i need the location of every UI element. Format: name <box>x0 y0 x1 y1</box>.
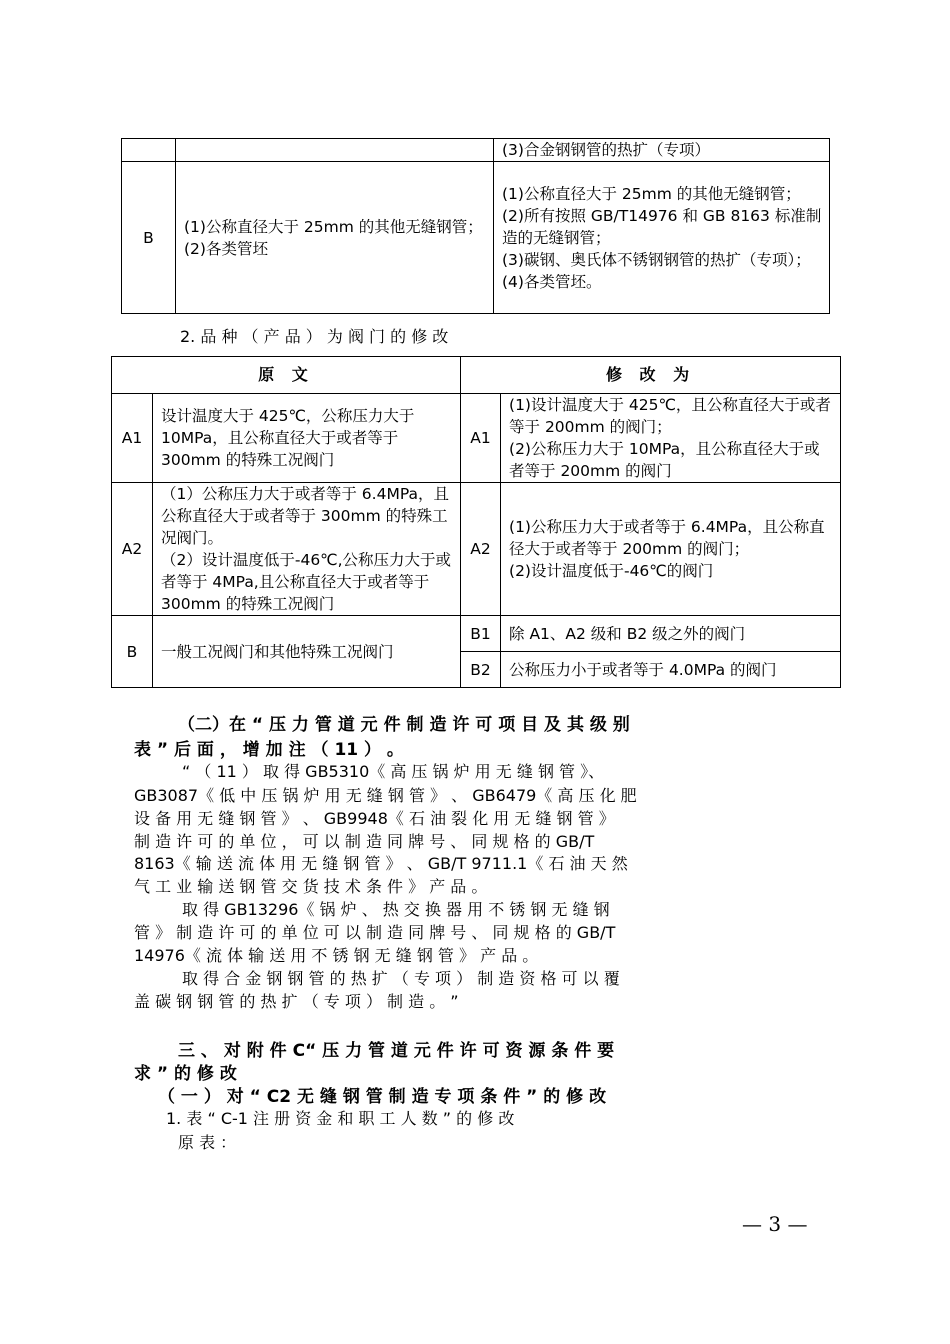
paragraph-line: 管 》 制 造 许 可 的 单 位 可 以 制 造 同 牌 号 、 同 规 格 的 GB/T <box>134 923 616 942</box>
modified-cell: (1)设计温度大于 425℃，且公称直径大于或者等于 200mm 的阀门； (2)公称压力大于 10MPa，且公称直径大于或者等于 200mm 的阀门 <box>501 394 841 483</box>
level-cell: B2 <box>461 652 501 688</box>
note-heading-line2: 表 ” 后 面 ， 增 加 注 （ 11 ） 。 <box>134 740 404 760</box>
table-header-row <box>112 357 841 394</box>
modified-cell: 除 A1、A2 级和 B2 级之外的阀门 <box>501 616 841 652</box>
page-number: — 3 — <box>742 1212 808 1236</box>
table-row <box>112 616 841 652</box>
level-cell: B1 <box>461 616 501 652</box>
header-modified: 修 改 为 <box>461 357 841 394</box>
level-cell: B <box>112 616 153 688</box>
table-row <box>112 483 841 616</box>
header-original: 原 文 <box>112 357 461 394</box>
valve-level-table <box>111 356 841 688</box>
section-heading-3-line1: 三 、 对 附 件 C“ 压 力 管 道 元 件 许 可 资 源 条 件 要 <box>178 1041 615 1061</box>
paragraph-line: 14976《 流 体 输 送 用 不 锈 钢 无 缝 钢 管 》 产 品 。 <box>134 946 539 965</box>
paragraph-line: 设 备 用 无 缝 钢 管 》 、 GB9948《 石 油 裂 化 用 无 缝 钢 管 》 <box>134 809 615 828</box>
paragraph-line: GB3087《 低 中 压 锅 炉 用 无 缝 钢 管 》 、 GB6479《 高 压 化 肥 <box>134 786 637 805</box>
paragraph-line: 气 工 业 输 送 钢 管 交 货 技 术 条 件 》 产 品 。 <box>134 877 488 896</box>
paragraph-line: 取 得 GB13296《 锅 炉 、 热 交 换 器 用 不 锈 钢 无 缝 钢 <box>182 900 610 919</box>
paragraph-line: 原 表 ： <box>178 1133 237 1152</box>
level-cell: B <box>122 162 176 314</box>
paragraph-line: 8163《 输 送 流 体 用 无 缝 钢 管 》 、 GB/T 9711.1《 石 油 天 然 <box>134 854 628 873</box>
modified-cell: 公称压力小于或者等于 4.0MPa 的阀门 <box>501 652 841 688</box>
table-row <box>122 162 830 314</box>
table-row <box>122 139 830 162</box>
paragraph-line: “ （ 11 ） 取 得 GB5310《 高 压 锅 炉 用 无 缝 钢 管 》、 <box>182 762 605 781</box>
level-cell: A1 <box>112 394 153 483</box>
level-cell: A2 <box>112 483 153 616</box>
section-heading: 2. 品 种 （ 产 品 ） 为 阀 门 的 修 改 <box>180 327 449 346</box>
original-cell: 一般工况阀门和其他特殊工况阀门 <box>153 616 461 688</box>
paragraph-line: 1. 表 “ C-1 注 册 资 金 和 职 工 人 数 ” 的 修 改 <box>166 1109 515 1128</box>
section-heading-3-line2: 求 ” 的 修 改 <box>134 1064 237 1084</box>
paragraph-line: 盖 碳 钢 钢 管 的 热 扩 （ 专 项 ） 制 造 。 ” <box>134 992 459 1011</box>
pipe-level-table <box>121 138 830 314</box>
original-cell: （1）公称压力大于或者等于 6.4MPa，且公称直径大于或者等于 300mm 的特殊工况阀门。 （2）设计温度低于-46℃,公称压力大于或者等于 4MPa,且公称直径大于或者等于 300mm 的特殊工况阀门 <box>153 483 461 616</box>
original-cell: (1)公称直径大于 25mm 的其他无缝钢管； (2)各类管坯 <box>176 162 494 314</box>
level-cell: A2 <box>461 483 501 616</box>
modified-cell: (3)合金钢钢管的热扩（专项） <box>494 139 830 162</box>
level-cell <box>122 139 176 162</box>
subsection-heading: （ 一 ） 对 “ C2 无 缝 钢 管 制 造 专 项 条 件 ” 的 修 改 <box>158 1087 607 1107</box>
paragraph-line: 取 得 合 金 钢 钢 管 的 热 扩 （ 专 项 ） 制 造 资 格 可 以 覆 <box>182 969 620 988</box>
note-heading-line1: （二）在 “ 压 力 管 道 元 件 制 造 许 可 项 目 及 其 级 别 <box>178 715 630 735</box>
original-cell <box>176 139 494 162</box>
original-cell: 设计温度大于 425℃，公称压力大于 10MPa，且公称直径大于或者等于 300mm 的特殊工况阀门 <box>153 394 461 483</box>
modified-cell: (1)公称压力大于或者等于 6.4MPa，且公称直径大于或者等于 200mm 的阀门； (2)设计温度低于-46℃的阀门 <box>501 483 841 616</box>
modified-cell: (1)公称直径大于 25mm 的其他无缝钢管； (2)所有按照 GB/T14976 和 GB 8163 标准制造的无缝钢管； (3)碳钢、奥氏体不锈钢钢管的热扩（专项）； (4)各类管坯。 <box>494 162 830 314</box>
table-row <box>112 394 841 483</box>
paragraph-line: 制 造 许 可 的 单 位 ， 可 以 制 造 同 牌 号 、 同 规 格 的 GB/T <box>134 832 595 851</box>
level-cell: A1 <box>461 394 501 483</box>
